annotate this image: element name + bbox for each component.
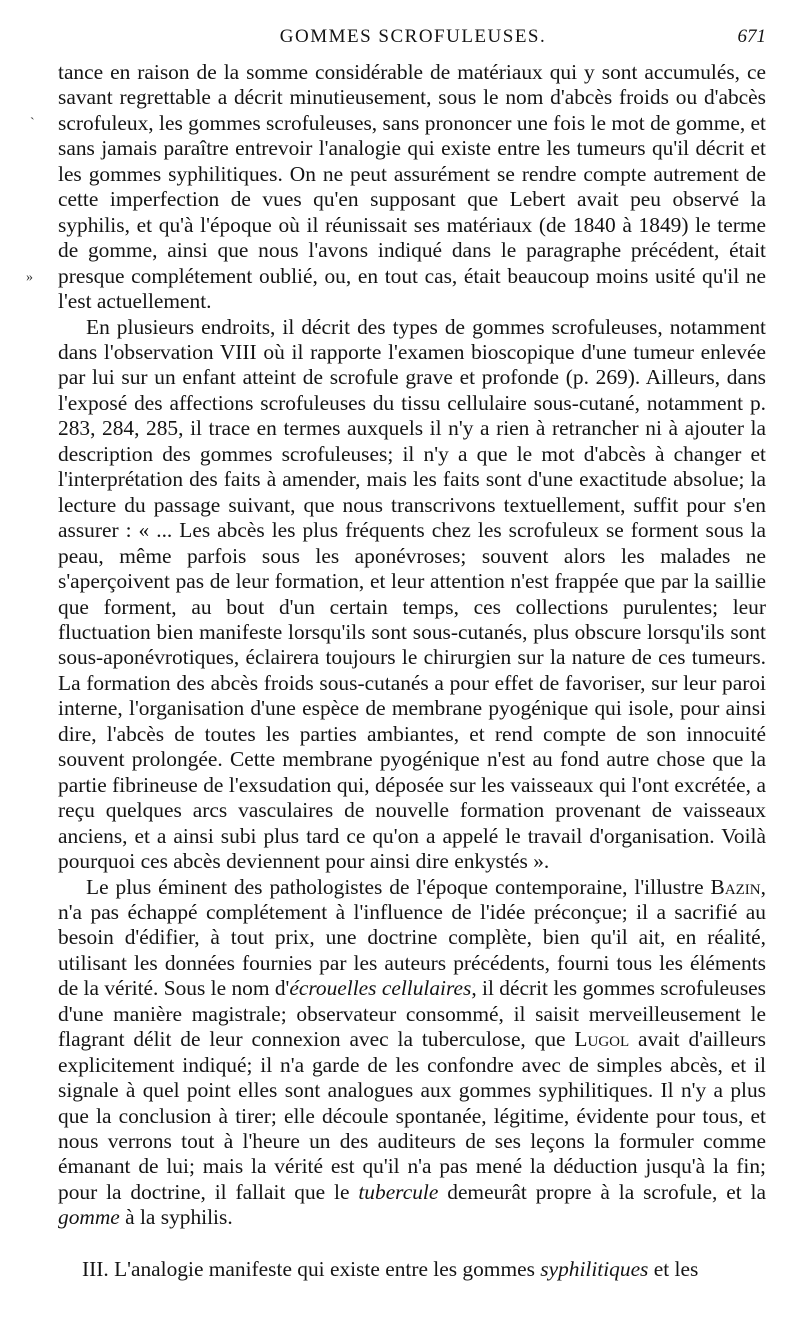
paragraph-3 — [58, 875, 766, 1231]
italic-term: gomme — [58, 1205, 120, 1230]
italic-term: tubercule — [358, 1179, 439, 1204]
text-run: à la syphilis. — [119, 1205, 233, 1230]
author-name-bazin: Bazin — [710, 874, 761, 899]
text-run: demeurât propre à la scrofule, et la — [438, 1179, 766, 1204]
text-run: , il décrit les gommes scrofuleuses d'une manière magistrale; observateur consommé, il saisit merveilleusement le flagrant délit de leur connexion avec la tuberculose, que — [58, 976, 767, 1052]
text-run: Le plus éminent des pathologistes de l'époque contemporaine, l'illustre — [86, 874, 711, 899]
text-run: , n'a pas échappé complétement à l'influence de l'idée préconçue; il a sacrifié au besoin d'édifier, à tout prix, une doctrine complète, bien qu'il ait, en réalité, utilisant les données fournies par les auteurs précédents, fourni tous les éléments de la vérité. Sous le nom d' — [58, 874, 766, 1001]
margin-mark: » — [26, 270, 33, 285]
paragraph-4 — [58, 1257, 766, 1282]
italic-term: écrouelles cellulaires — [289, 976, 472, 1001]
text-run: III. L'analogie manifeste qui existe entre les gommes — [82, 1256, 541, 1281]
page-number: 671 — [737, 26, 766, 47]
author-name-lugol: Lugol — [574, 1027, 630, 1052]
paragraph-2: En plusieurs endroits, il décrit des types de gommes scrofuleuses, notamment dans l'observation VIII où il rapporte l'examen bioscopique d'une tumeur enlevée par lui sur un enfant atteint de scrofule grave et profonde (p. 269). Ailleurs, dans l'exposé des affections scrofuleuses du tissu cellulaire sous-cutané, notamment p. 283, 284, 285, il trace en termes auxquels il n'y a rien à retrancher ni à ajouter la description des gommes scrofuleuses; il n'y a que le mot d'abcès à changer et l'interprétation des faits à amender, mais les faits sont d'une exactitude absolue; la lecture du passage suivant, que nous transcrivons textuellement, suffit pour s'en assurer : « ... Les abcès les plus fréquents chez les scrofuleux se forment sous la peau, même parfois sous les aponévroses; souvent alors les malades ne s'aperçoivent pas de leur formation, et leur attention n'est frappée que par la saillie que forment, au bout d'un certain temps, ces collections purulentes; leur fluctuation bien manifeste lorsqu'ils sont sous-cutanés, plus obscure lorsqu'ils sont sous-aponévrotiques, éclairera toujours le chirurgien sur la nature de ces tumeurs. La formation des abcès froids sous-cutanés a pour effet de favoriser, sur leur paroi interne, l'organisation d'une espèce de membrane pyogénique qui isole, pour ainsi dire, l'abcès de toutes les parties ambiantes, et rend compte de son innocuité souvent prolongée. Cette membrane pyogénique n'est au fond autre chose que la partie fibrineuse de l'exsudation qui, déposée sur les vaisseaux qui l'ont excrétée, a reçu quelques arcs vasculaires de nouvelle formation provenant de vaisseaux anciens, et a ainsi subi plus tard ce qu'on a appelé le travail d'organisation. Voilà pourquoi ces abcès deviennent pour ainsi dire enkystés ». — [58, 314, 766, 874]
text-run: avait d'ailleurs explicitement indiqué; il n'a garde de les confondre avec de simples abcès, et il signale à quel point elles sont analogues aux gommes syphilitiques. Il n'y a plus que la conclusion à tirer; elle découle spontanée, légitime, évidente pour tous, et nous verrons tout à l'heure un des auditeurs de ses leçons la formuler comme émanant de lui; mais la vérité est qu'il n'a pas mené la déduction jusqu'à la fin; pour la doctrine, il fallait que le — [58, 1027, 766, 1204]
text-run: et les — [648, 1256, 699, 1281]
margin-mark: ` — [30, 116, 35, 131]
paragraph-1: tance en raison de la somme considérable de matériaux qui y sont accumulés, ce savant regrettable a décrit minutieusement, sous le nom d'abcès froids ou d'abcès scrofuleux, les gommes scrofuleuses, sans prononcer une fois le mot de gomme, et sans jamais paraître entrevoir l'analogie qui existe entre les tumeurs qu'il décrit et les gommes syphilitiques. On ne peut assurément se rendre compte autrement de cette imperfection de vues qu'en supposant que Lebert avait peu observé la syphilis, et qu'à l'époque où il réunissait ses matériaux (de 1840 à 1849) le terme de gomme, ainsi que nous l'avons indiqué dans le paragraphe précédent, était presque complétement oublié, ou, en tout cas, était beaucoup moins usité qu'il ne l'est actuellement. — [58, 60, 766, 314]
running-title: GOMMES SCROFULEUSES. — [279, 26, 547, 47]
page-header — [60, 26, 766, 56]
body-text — [58, 60, 766, 1282]
italic-term: syphilitiques — [540, 1256, 649, 1281]
